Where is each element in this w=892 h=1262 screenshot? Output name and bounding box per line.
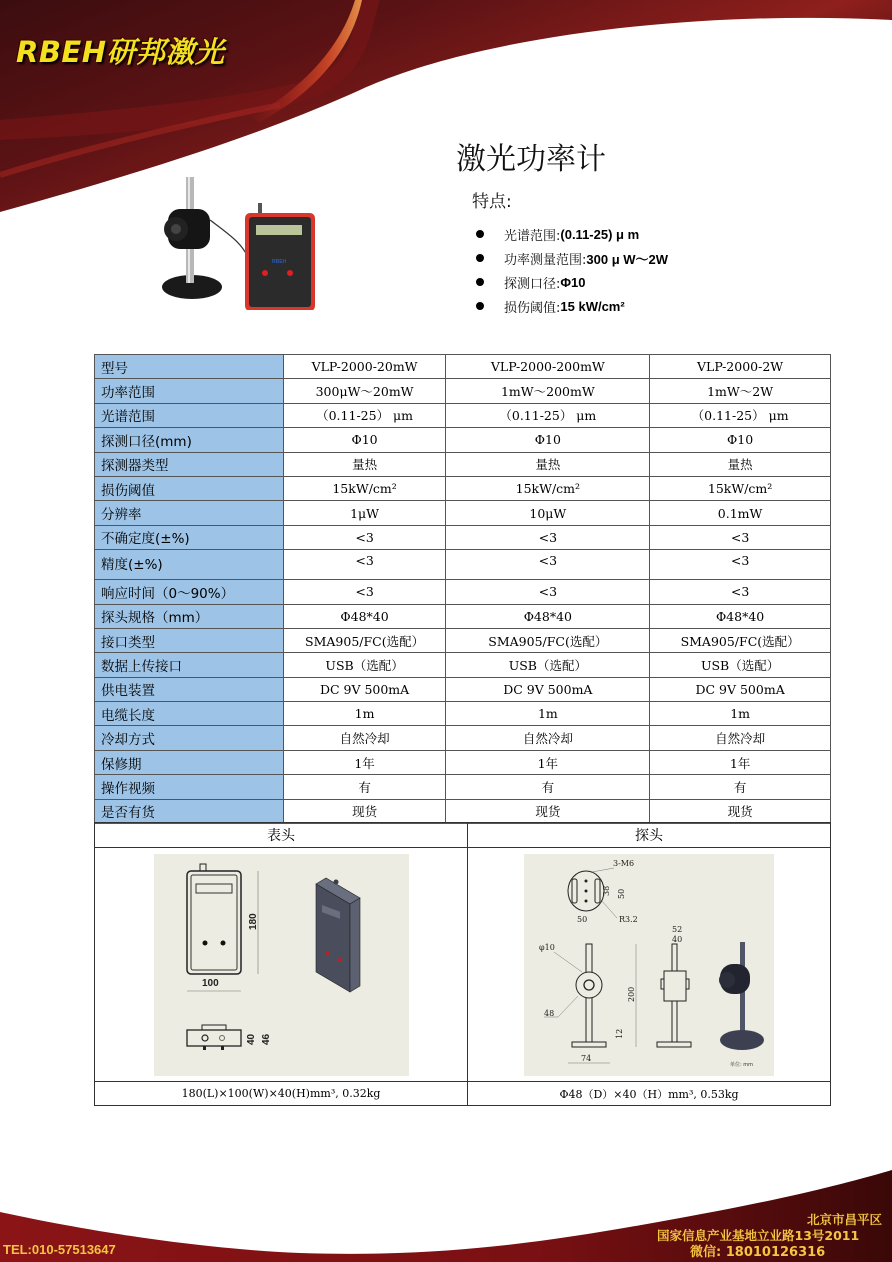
cell: USB（选配） (446, 653, 650, 677)
footer-address-line1: 北京市昌平区 (806, 1212, 882, 1227)
cell: <3 (446, 580, 650, 604)
svg-text:38: 38 (602, 885, 611, 896)
cell: SMA905/FC(选配） (283, 628, 446, 652)
table-row (95, 604, 831, 628)
cell: <3 (283, 550, 446, 580)
cell: （0.11-25） μm (283, 403, 446, 427)
feature-value: Φ10 (560, 274, 586, 290)
meter-dim-height: 180 (247, 912, 259, 930)
product-title: 激光功率计 (456, 142, 606, 177)
cell: 自然冷却 (650, 726, 831, 750)
cell: VLP-2000-20mW (283, 355, 446, 379)
svg-text:52: 52 (672, 924, 683, 934)
row-label: 响应时间（0～90%） (95, 580, 284, 604)
row-label: 接口类型 (95, 628, 284, 652)
table-row (95, 702, 831, 726)
cell: 1μW (283, 501, 446, 525)
svg-text:12: 12 (615, 1028, 624, 1039)
footer-address-line2: 国家信息产业基地立业路13号2011 (657, 1228, 860, 1243)
svg-text:48: 48 (544, 1008, 555, 1018)
row-label: 保修期 (95, 750, 284, 774)
table-row (95, 501, 831, 525)
cell: 300μW～20mW (283, 379, 446, 403)
feature-item (476, 222, 668, 246)
cell: <3 (283, 580, 446, 604)
table-row (95, 525, 831, 549)
cell: 10μW (446, 501, 650, 525)
cell: Φ48*40 (650, 604, 831, 628)
table-row (95, 726, 831, 750)
cell: 有 (650, 775, 831, 799)
cell: <3 (446, 550, 650, 580)
row-label: 精度(±%) (95, 550, 284, 580)
cell: SMA905/FC(选配） (650, 628, 831, 652)
cell: <3 (650, 550, 831, 580)
svg-text:200: 200 (627, 986, 636, 1002)
row-label: 光谱范围 (95, 403, 284, 427)
cell: 0.1mW (650, 501, 831, 525)
cell: Φ48*40 (446, 604, 650, 628)
cell: Φ48*40 (283, 604, 446, 628)
feature-key: 功率测量范围: (504, 252, 587, 268)
table-row (95, 653, 831, 677)
drawings-image-row (95, 848, 831, 1082)
cell: 1m (283, 702, 446, 726)
cell: DC 9V 500mA (283, 677, 446, 701)
cell: Φ10 (650, 428, 831, 452)
bullet-icon (476, 230, 484, 238)
cell: 1mW～200mW (446, 379, 650, 403)
feature-key: 光谱范围: (504, 228, 561, 244)
svg-text:单位: mm: 单位: mm (730, 1061, 754, 1068)
bullet-icon (476, 302, 484, 310)
cell: 1m (650, 702, 831, 726)
row-label: 冷却方式 (95, 726, 284, 750)
row-label: 是否有货 (95, 799, 284, 823)
cell: 量热 (446, 452, 650, 476)
row-label: 操作视频 (95, 775, 284, 799)
bullet-icon (476, 254, 484, 262)
meter-caption: 180(L)×100(W)×40(H)mm³, 0.32kg (95, 1082, 468, 1106)
cell: 15kW/cm² (446, 476, 650, 500)
row-label: 不确定度(±%) (95, 525, 284, 549)
features-heading: 特点: (472, 192, 512, 212)
meter-drawing (154, 854, 409, 1076)
cell: 1年 (446, 750, 650, 774)
table-row (95, 379, 831, 403)
cell: 量热 (650, 452, 831, 476)
cell: VLP-2000-200mW (446, 355, 650, 379)
cell: <3 (446, 525, 650, 549)
row-label: 探测器类型 (95, 452, 284, 476)
probe-drawing (524, 854, 774, 1076)
table-row (95, 550, 831, 580)
features-list (476, 222, 668, 318)
cell: 15kW/cm² (650, 476, 831, 500)
brand-logo: RBEH研邦激光 (16, 35, 225, 69)
svg-text:R3.2: R3.2 (619, 914, 638, 924)
cell: Φ10 (446, 428, 650, 452)
cell: 有 (283, 775, 446, 799)
table-row (95, 677, 831, 701)
product-photo (150, 175, 330, 310)
cell: USB（选配） (650, 653, 831, 677)
cell: DC 9V 500mA (650, 677, 831, 701)
feature-key: 损伤阈值: (504, 300, 561, 316)
table-row (95, 580, 831, 604)
meter-heading: 表头 (95, 823, 468, 848)
svg-text:RBEH: RBEH (272, 259, 287, 265)
row-label: 分辨率 (95, 501, 284, 525)
cell: Φ10 (283, 428, 446, 452)
cell: 1m (446, 702, 650, 726)
row-label: 数据上传接口 (95, 653, 284, 677)
cell: （0.11-25） μm (446, 403, 650, 427)
table-row (95, 775, 831, 799)
table-row (95, 452, 831, 476)
spec-table (94, 354, 831, 824)
row-label: 供电装置 (95, 677, 284, 701)
svg-text:50: 50 (577, 914, 588, 924)
cell: 自然冷却 (446, 726, 650, 750)
cell: VLP-2000-2W (650, 355, 831, 379)
feature-value: (0.11-25) μ m (560, 226, 640, 242)
cell: 现货 (446, 799, 650, 823)
feature-value: 300 μ W～2W (586, 251, 669, 267)
svg-text:40: 40 (672, 934, 683, 944)
row-label: 功率范围 (95, 379, 284, 403)
table-row (95, 355, 831, 379)
cell: 1mW～2W (650, 379, 831, 403)
table-row (95, 428, 831, 452)
cell: 15kW/cm² (283, 476, 446, 500)
table-row (95, 628, 831, 652)
cell: USB（选配） (283, 653, 446, 677)
table-row (95, 403, 831, 427)
probe-caption: Φ48（D）×40（H）mm³, 0.53kg (468, 1082, 831, 1106)
svg-text:100: 100 (201, 977, 219, 989)
svg-text:46: 46 (260, 1033, 272, 1045)
cell: 有 (446, 775, 650, 799)
cell: 自然冷却 (283, 726, 446, 750)
svg-text:50: 50 (617, 888, 626, 899)
feature-value: 15 kW/cm² (560, 298, 625, 314)
table-row (95, 750, 831, 774)
row-label: 探测口径(mm) (95, 428, 284, 452)
svg-text:40: 40 (245, 1033, 257, 1045)
cell: 现货 (283, 799, 446, 823)
feature-key: 探测口径: (504, 276, 561, 292)
cell: <3 (650, 525, 831, 549)
cell: 1年 (650, 750, 831, 774)
row-label: 探头规格（mm） (95, 604, 284, 628)
cell: （0.11-25） μm (650, 403, 831, 427)
svg-text:3-M6: 3-M6 (613, 858, 635, 868)
feature-item (476, 294, 668, 318)
cell: DC 9V 500mA (446, 677, 650, 701)
cell: <3 (650, 580, 831, 604)
footer-banner (0, 1170, 892, 1262)
cell: <3 (283, 525, 446, 549)
row-label: 电缆长度 (95, 702, 284, 726)
footer-wechat: 微信: 18010126316 (690, 1245, 826, 1260)
drawings-header-row (95, 823, 831, 848)
drawings-table (94, 822, 831, 1106)
row-label: 损伤阈值 (95, 476, 284, 500)
probe-heading: 探头 (468, 823, 831, 848)
cell: 量热 (283, 452, 446, 476)
cell: SMA905/FC(选配） (446, 628, 650, 652)
feature-item (476, 270, 668, 294)
table-row (95, 799, 831, 823)
footer-phone: TEL:010-57513647 (3, 1242, 116, 1257)
cell: 1年 (283, 750, 446, 774)
bullet-icon (476, 278, 484, 286)
svg-text:φ10: φ10 (539, 942, 555, 952)
row-label: 型号 (95, 355, 284, 379)
feature-item (476, 246, 668, 270)
svg-text:74: 74 (581, 1053, 592, 1063)
cell: 现货 (650, 799, 831, 823)
table-row (95, 476, 831, 500)
drawings-caption-row (95, 1082, 831, 1106)
header-banner (0, 0, 892, 215)
